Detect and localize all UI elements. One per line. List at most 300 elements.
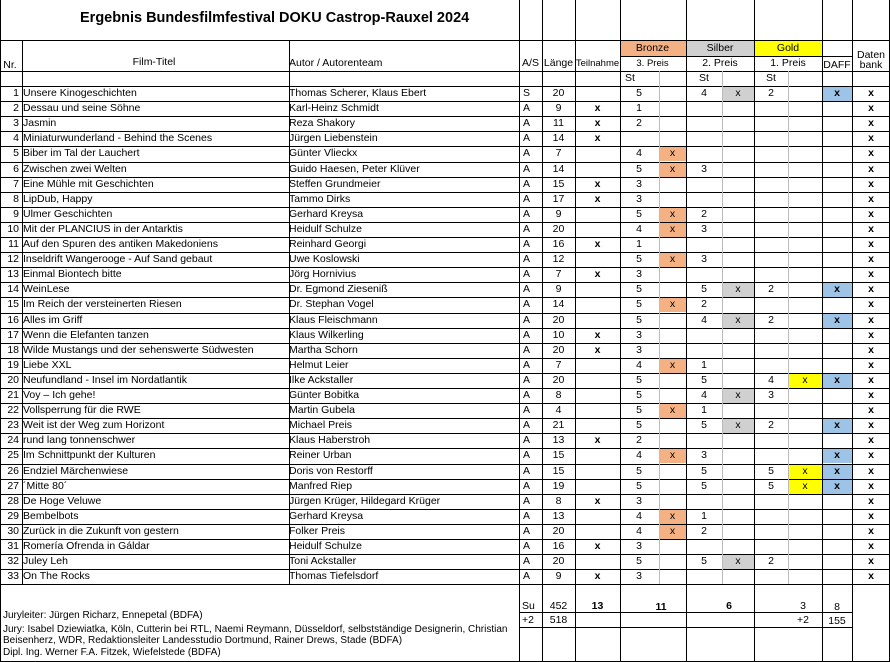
header-gold: Gold	[776, 42, 800, 54]
cell-film-titel: Auf den Spuren des antiken Makedoniens	[23, 238, 218, 250]
cell-st-bronze: 5	[636, 162, 642, 175]
grid-line	[289, 40, 290, 584]
cell-st-bronze: 5	[636, 313, 642, 326]
plus-daff: 155	[828, 615, 846, 627]
silver-mark: x	[735, 87, 741, 99]
plus-label: +2	[522, 614, 534, 626]
cell-laenge: 9	[555, 102, 562, 115]
cell-st-silber: 5	[701, 283, 707, 296]
cell-datenbank: x	[868, 147, 874, 160]
grid-line	[722, 71, 723, 584]
cell-nr: 9	[13, 207, 19, 220]
cell-film-titel: Eine Mühle mit Geschichten	[23, 177, 154, 190]
cell-st-bronze: 4	[636, 147, 642, 160]
cell-nr: 13	[7, 268, 19, 281]
header-laenge: Länge	[543, 57, 574, 69]
cell-st-bronze: 5	[636, 87, 642, 99]
plus-gold: +2	[797, 614, 809, 626]
cell-as: S	[523, 87, 531, 99]
cell-as: A	[523, 162, 531, 175]
cell-st-bronze: 3	[636, 494, 642, 507]
cell-film-titel: Jasmin	[23, 117, 57, 130]
cell-as: A	[523, 313, 531, 326]
cell-teilnahme: x	[594, 177, 601, 190]
cell-nr: 26	[7, 464, 19, 477]
silver-mark: x	[735, 419, 741, 432]
grid-line	[620, 0, 621, 661]
cell-as: A	[523, 328, 531, 341]
grid-line	[686, 0, 687, 661]
cell-autor: Klaus Haberstroh	[289, 434, 371, 447]
cell-nr: 27	[7, 479, 19, 492]
cell-laenge: 17	[552, 192, 565, 205]
cell-laenge: 8	[555, 389, 562, 401]
cell-nr: 23	[7, 419, 19, 432]
cell-st-bronze: 5	[636, 253, 642, 266]
cell-datenbank: x	[868, 464, 874, 477]
cell-laenge: 7	[555, 147, 562, 160]
cell-datenbank: x	[868, 419, 874, 432]
cell-as: A	[523, 238, 531, 250]
cell-datenbank: x	[868, 449, 874, 462]
bronze-mark: x	[669, 253, 676, 266]
sum-silber: 6	[726, 600, 732, 612]
cell-nr: 28	[7, 494, 19, 507]
cell-nr: 22	[7, 404, 19, 417]
cell-autor: Toni Ackstaller	[289, 555, 357, 568]
cell-datenbank: x	[868, 494, 874, 507]
cell-autor: Dr. Egmond Zieseniß	[289, 283, 388, 296]
cell-st-bronze: 3	[636, 177, 642, 190]
cell-st-gold: 2	[768, 283, 774, 296]
cell-datenbank: x	[868, 358, 874, 371]
cell-datenbank: x	[868, 313, 874, 326]
grid-line	[0, 403, 890, 404]
grid-line	[0, 464, 890, 465]
cell-st-silber: 5	[701, 373, 707, 386]
cell-autor: Reinhard Georgi	[289, 238, 367, 250]
grid-line	[0, 207, 890, 208]
cell-autor: Jürgen Krüger, Hildegard Krüger	[289, 494, 441, 507]
cell-nr: 17	[7, 328, 19, 341]
footer-jury-leader: Juryleiter: Jürgen Richarz, Ennepetal (BDFA)	[3, 610, 203, 621]
cell-film-titel: Neufundland - Insel im Nordatlantik	[23, 373, 188, 386]
cell-film-titel: Wilde Mustangs und der sehenswerte Südwesten	[23, 343, 254, 356]
cell-laenge: 20	[552, 313, 565, 326]
cell-st-silber: 4	[701, 313, 707, 326]
cell-autor: Folker Preis	[289, 524, 346, 537]
grid-line	[0, 448, 890, 449]
cell-film-titel: Ulmer Geschichten	[23, 207, 113, 220]
cell-st-bronze: 5	[636, 373, 642, 386]
cell-film-titel: Zurück in die Zukunft von gestern	[23, 524, 179, 537]
cell-teilnahme: x	[594, 192, 601, 205]
cell-st-bronze: 2	[636, 434, 642, 447]
daff-mark: x	[834, 283, 840, 296]
silver-mark: x	[735, 389, 741, 401]
cell-laenge: 10	[552, 328, 565, 341]
cell-st-gold: 3	[768, 389, 774, 401]
grid-line	[0, 524, 890, 525]
cell-film-titel: Vollsperrung für die RWE	[23, 404, 141, 417]
cell-film-titel: Weit ist der Weg zum Horizont	[23, 419, 165, 432]
cell-as: A	[523, 222, 531, 235]
cell-laenge: 12	[552, 253, 565, 266]
grid-line	[575, 0, 576, 661]
cell-teilnahme: x	[594, 268, 601, 281]
cell-datenbank: x	[868, 177, 874, 190]
gold-mark: x	[802, 373, 808, 386]
cell-st-bronze: 5	[636, 479, 642, 492]
grid-line	[788, 71, 789, 584]
cell-as: A	[523, 102, 531, 115]
header-st-bronze: St	[625, 72, 635, 84]
cell-nr: 2	[13, 102, 19, 115]
daff-mark: x	[834, 479, 840, 492]
cell-as: A	[523, 404, 531, 417]
cell-laenge: 20	[552, 524, 565, 537]
header-as: A/S	[522, 57, 539, 69]
cell-autor: Manfred Riep	[289, 479, 353, 492]
cell-st-bronze: 2	[636, 117, 642, 130]
daff-mark: x	[834, 313, 840, 326]
cell-datenbank: x	[868, 509, 874, 522]
cell-laenge: 20	[552, 555, 565, 568]
cell-laenge: 16	[552, 238, 565, 250]
cell-st-silber: 1	[701, 404, 707, 417]
cell-st-bronze: 5	[636, 298, 642, 311]
cell-datenbank: x	[868, 434, 874, 447]
grid-line	[0, 237, 890, 238]
cell-st-bronze: 4	[636, 524, 642, 537]
cell-film-titel: Biber im Tal der Lauchert	[23, 147, 140, 160]
cell-nr: 12	[7, 253, 19, 266]
grid-line	[0, 494, 890, 495]
cell-laenge: 15	[552, 177, 565, 190]
header-st-silber: St	[699, 72, 709, 84]
cell-autor: Martin Gubela	[289, 404, 355, 417]
cell-laenge: 20	[552, 373, 565, 386]
page-title: Ergebnis Bundesfilmfestival DOKU Castrop-Rauxel 2024	[80, 10, 470, 26]
cell-autor: Helmut Leier	[289, 358, 349, 371]
cell-autor: Gerhard Kreysa	[289, 509, 364, 522]
cell-film-titel: Mit der PLANCIUS in der Antarktis	[23, 222, 183, 235]
header-gold-sub: 1. Preis	[770, 57, 806, 69]
cell-laenge: 8	[555, 494, 562, 507]
cell-datenbank: x	[868, 207, 874, 220]
cell-laenge: 7	[555, 358, 562, 371]
cell-nr: 11	[8, 238, 19, 250]
cell-st-gold: 2	[768, 419, 774, 432]
bronze-mark: x	[669, 358, 676, 371]
cell-as: A	[523, 373, 531, 386]
cell-as: A	[523, 117, 531, 130]
cell-as: A	[523, 570, 531, 583]
header-datenbank-2: bank	[859, 59, 883, 71]
cell-datenbank: x	[868, 570, 874, 583]
cell-nr: 16	[7, 313, 19, 326]
cell-datenbank: x	[868, 540, 874, 552]
cell-datenbank: x	[868, 268, 874, 281]
cell-autor: Michael Preis	[289, 419, 353, 432]
cell-st-bronze: 5	[636, 389, 642, 401]
daff-mark: x	[834, 464, 840, 477]
header-silber: Silber	[706, 42, 734, 54]
cell-film-titel: On The Rocks	[23, 570, 90, 583]
cell-laenge: 11	[553, 117, 564, 130]
sum-label: Su	[522, 600, 535, 612]
cell-as: A	[523, 358, 531, 371]
header-bronze-sub: 3. Preis	[636, 58, 669, 69]
bronze-mark: x	[669, 147, 676, 160]
cell-laenge: 16	[552, 540, 565, 552]
cell-film-titel: Bembelbots	[23, 509, 79, 522]
cell-st-bronze: 5	[636, 283, 642, 296]
grid-line	[22, 40, 23, 584]
cell-nr: 1	[13, 87, 19, 99]
cell-nr: 31	[7, 540, 19, 552]
cell-as: A	[523, 540, 531, 552]
cell-as: A	[523, 389, 531, 401]
cell-laenge: 13	[552, 509, 565, 522]
cell-as: A	[523, 464, 531, 477]
cell-st-silber: 5	[701, 419, 707, 432]
cell-film-titel: Wenn die Elefanten tanzen	[23, 328, 149, 341]
cell-st-bronze: 1	[636, 238, 642, 250]
bronze-mark: x	[669, 449, 676, 462]
grid-line	[0, 313, 890, 314]
grid-line	[0, 539, 890, 540]
sum-teilnahme: 13	[591, 600, 604, 612]
cell-datenbank: x	[868, 253, 874, 266]
cell-nr: 7	[13, 177, 19, 190]
header-st-gold: St	[766, 72, 776, 84]
grid-line	[0, 418, 890, 419]
cell-nr: 25	[7, 449, 19, 462]
cell-laenge: 9	[555, 207, 562, 220]
cell-datenbank: x	[868, 328, 874, 341]
cell-teilnahme: x	[594, 238, 601, 250]
cell-teilnahme: x	[594, 328, 601, 341]
cell-autor: Jörg Hornivius	[289, 268, 357, 281]
cell-laenge: 13	[552, 434, 565, 447]
cell-as: A	[523, 132, 531, 145]
cell-as: A	[523, 283, 531, 296]
cell-laenge: 19	[552, 479, 565, 492]
header-datenbank-1: Daten	[856, 49, 886, 61]
sum-daff: 8	[834, 601, 840, 613]
cell-nr: 5	[13, 147, 19, 160]
grid-line	[0, 358, 890, 359]
sum-bronze: 11	[655, 601, 667, 613]
footer-jury-line-2: Beisenherz, WDR, Redaktionsleiter Landesstudio Dortmund, Rainer Drews, Stade (BDFA)	[3, 635, 403, 646]
grid-line	[0, 0, 1, 661]
cell-st-bronze: 4	[636, 449, 642, 462]
cell-autor: Heidulf Schulze	[289, 540, 362, 552]
cell-autor: Guido Haesen, Peter Klüver	[289, 162, 420, 175]
cell-as: A	[523, 509, 531, 522]
cell-as: A	[523, 147, 531, 160]
cell-st-bronze: 5	[636, 555, 642, 568]
grid-line	[0, 282, 890, 283]
cell-film-titel: Miniaturwunderland - Behind the Scenes	[23, 132, 213, 145]
cell-film-titel: Zwischen zwei Welten	[23, 162, 127, 175]
cell-datenbank: x	[868, 404, 874, 417]
cell-datenbank: x	[868, 117, 874, 130]
cell-st-bronze: 1	[636, 102, 642, 115]
cell-laenge: 9	[555, 570, 562, 583]
cell-st-silber: 2	[701, 298, 707, 311]
cell-st-bronze: 3	[636, 268, 642, 281]
cell-film-titel: Juley Leh	[23, 555, 68, 568]
cell-st-silber: 5	[701, 464, 707, 477]
grid-line	[659, 71, 660, 584]
grid-line	[0, 192, 890, 193]
cell-as: A	[523, 268, 531, 281]
header-film-titel: Film-Titel	[132, 56, 176, 68]
grid-line	[0, 131, 890, 132]
cell-nr: 6	[13, 162, 19, 175]
cell-autor: Karl-Heinz Schmidt	[289, 102, 379, 115]
footer-jury-line-1: Jury: Isabel Dziewiatka, Köln, Cutterin bei RTL, Naemi Reymann, Düsseldorf, selbstständige Designerin, Christian	[3, 624, 508, 635]
grid-line	[0, 71, 890, 72]
cell-autor: Jürgen Liebenstein	[289, 132, 378, 145]
cell-as: A	[523, 434, 531, 447]
cell-film-titel: Alles im Griff	[23, 313, 83, 326]
grid-line	[0, 40, 890, 41]
cell-film-titel: Unsere Kinogeschichten	[23, 87, 137, 99]
cell-st-bronze: 3	[636, 570, 642, 583]
cell-laenge: 14	[552, 162, 565, 175]
grid-line	[0, 554, 890, 555]
cell-datenbank: x	[868, 479, 874, 492]
grid-line	[0, 267, 890, 268]
cell-datenbank: x	[868, 192, 874, 205]
grid-line	[0, 328, 890, 329]
cell-st-gold: 2	[768, 555, 774, 568]
daff-mark: x	[834, 419, 840, 432]
cell-st-bronze: 5	[636, 404, 642, 417]
cell-datenbank: x	[868, 162, 874, 175]
grid-line	[822, 0, 823, 661]
grid-line	[0, 101, 890, 102]
cell-st-silber: 2	[701, 524, 707, 537]
cell-datenbank: x	[868, 555, 874, 568]
cell-as: A	[523, 419, 531, 432]
grid-line	[852, 0, 853, 661]
cell-laenge: 20	[552, 87, 565, 99]
grid-line	[0, 584, 890, 585]
header-teilnahme: Teilnahme	[575, 58, 620, 69]
bronze-mark: x	[669, 162, 676, 175]
grid-line	[0, 433, 890, 434]
cell-nr: 21	[7, 389, 19, 401]
cell-as: A	[523, 449, 531, 462]
grid-line	[0, 146, 890, 147]
daff-mark: x	[834, 449, 840, 462]
cell-as: A	[523, 555, 531, 568]
cell-as: A	[523, 479, 531, 492]
cell-film-titel: rund lang tonnenschwer	[23, 434, 136, 447]
cell-st-silber: 5	[701, 555, 707, 568]
cell-autor: Thomas Tiefelsdorf	[289, 570, 379, 583]
header-nr: Nr.	[3, 59, 17, 71]
cell-nr: 29	[7, 509, 19, 522]
cell-nr: 24	[7, 434, 19, 447]
daff-mark: x	[834, 87, 840, 99]
cell-nr: 19	[7, 358, 19, 371]
cell-autor: Thomas Scherer, Klaus Ebert	[289, 87, 427, 99]
cell-as: A	[523, 192, 531, 205]
cell-st-silber: 3	[701, 222, 707, 235]
grid-line	[0, 116, 890, 117]
cell-datenbank: x	[868, 87, 874, 99]
cell-st-bronze: 3	[636, 328, 642, 341]
cell-autor: Reza Shakory	[289, 117, 355, 130]
cell-st-silber: 3	[701, 449, 707, 462]
cell-st-bronze: 4	[636, 509, 642, 522]
gold-mark: x	[802, 464, 808, 477]
cell-autor: Klaus Fleischmann	[289, 313, 378, 326]
cell-laenge: 4	[555, 404, 562, 417]
cell-st-silber: 5	[701, 479, 707, 492]
grid-line	[0, 373, 890, 374]
cell-st-silber: 4	[701, 87, 707, 99]
cell-nr: 8	[13, 192, 19, 205]
cell-laenge: 14	[552, 298, 565, 311]
cell-laenge: 15	[552, 464, 565, 477]
grid-line	[0, 569, 890, 570]
cell-film-titel: ´Mitte 80´	[23, 479, 68, 492]
grid-line	[0, 86, 890, 87]
grid-line	[0, 509, 890, 510]
cell-film-titel: Endziel Märchenwiese	[23, 464, 129, 477]
cell-teilnahme: x	[594, 570, 601, 583]
cell-teilnahme: x	[594, 117, 601, 130]
grid-line	[0, 222, 890, 223]
cell-laenge: 20	[552, 343, 565, 356]
bronze-mark: x	[669, 207, 676, 220]
cell-st-silber: 1	[701, 509, 707, 522]
cell-as: A	[523, 524, 531, 537]
cell-film-titel: Im Reich der versteinerten Riesen	[23, 298, 182, 311]
cell-laenge: 14	[552, 132, 565, 145]
cell-st-gold: 4	[768, 373, 774, 386]
header-daff: DAFF	[823, 59, 851, 71]
header-silber-sub: 2. Preis	[702, 57, 738, 69]
cell-film-titel: LipDub, Happy	[23, 192, 93, 205]
cell-nr: 3	[13, 117, 19, 130]
bronze-mark: x	[669, 404, 676, 417]
cell-film-titel: De Hoge Veluwe	[23, 494, 102, 507]
cell-datenbank: x	[868, 343, 874, 356]
cell-st-silber: 4	[701, 389, 707, 401]
cell-autor: Steffen Grundmeier	[289, 177, 381, 190]
cell-st-gold: 2	[768, 87, 774, 99]
gold-mark: x	[802, 479, 808, 492]
cell-st-bronze: 3	[636, 343, 642, 356]
cell-nr: 33	[7, 570, 19, 583]
cell-laenge: 7	[555, 268, 562, 281]
cell-nr: 30	[7, 524, 19, 537]
cell-teilnahme: x	[594, 434, 601, 447]
footer-jury-line-3: Dipl. Ing. Werner F.A. Fitzek, Wiefelstede (BDFA)	[3, 647, 221, 658]
cell-nr: 20	[7, 373, 19, 386]
cell-nr: 18	[7, 343, 19, 356]
cell-datenbank: x	[868, 102, 874, 115]
cell-as: A	[523, 494, 531, 507]
cell-film-titel: Dessau und seine Söhne	[23, 102, 141, 115]
